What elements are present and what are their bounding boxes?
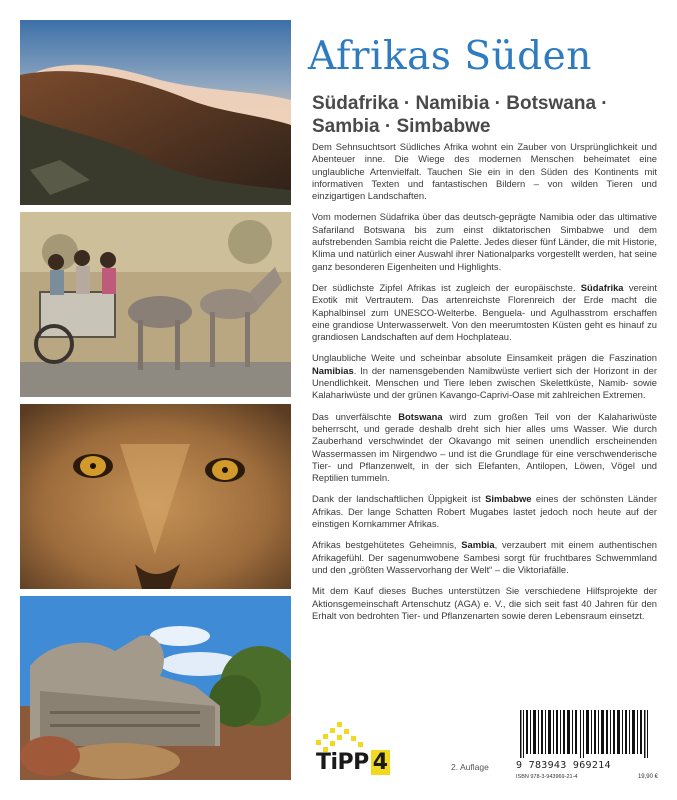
- blurb-paragraph: Dank der landschaftlichen Üppigkeit ist Simbabwe eines der schönsten Länder Afrikas. Der lange Schatten Robert Mugabes lastet jedoch noch heute auf der einstigen Kornkammer Afrikas.: [312, 493, 658, 530]
- blurb-paragraph: Vom modernen Südafrika über das deutsch-geprägte Namibia oder das ultimative Safariland Botswana bis zum einst diktatorischen Simbabwe und dem aufstrebenden Sambia reicht die Palette. Jedes dieser fünf Länder, die mit Historie, Klima und natürlich einer Auswahl ihrer Nationalparks vorgestellt werden, hat seine ganz besonderen Eigenheiten und Highlights.: [312, 211, 657, 272]
- table-mountain-cloud-photo: [20, 20, 291, 205]
- publisher-logo: [314, 720, 424, 780]
- blurb-paragraph: Afrikas bestgehütetes Geheimnis, Sambia, verzaubert mit einem authentischen Afrikagefühl. Der sagenumwobene Sambesi sorgt für fruchtbares Schwemmland und den „größten Wasservorhang der Welt“ – die Viktoriafälle.: [312, 539, 657, 575]
- country-name: Sambia: [461, 539, 495, 551]
- country-name: Namibias: [312, 364, 354, 376]
- country-name: Botswana: [398, 410, 443, 422]
- donkey-cart-photo: [20, 212, 291, 397]
- subtitle-line: Sambia · Simbabwe: [312, 116, 491, 137]
- blurb-paragraph: Der südlichste Zipfel Afrikas ist zugleich der europäischste. Südafrika vereint Exotik mit Vertrautem. Das artenreichste Florenreich der Erde macht die Kaphalbinsel zum UNESCO-Welterbe. Benguela- und Agulhasstrom erschaffen eine grandiose Unterwasserwelt. Von den meerumtosten Küsten geht es hinauf zu grandiosen Landschaften auf dem Hochplateau.: [312, 281, 657, 343]
- price-label: 19,90 €: [637, 774, 658, 780]
- isbn-number: ISBN 978-3-943969-21-4: [516, 774, 578, 780]
- edition-label: 2. Auflage: [451, 762, 489, 772]
- country-name: Südafrika: [580, 281, 624, 293]
- ean-number: 9 783943 969214: [516, 760, 611, 771]
- subtitle-line: Südafrika · Namibia · Botswana ·: [312, 93, 608, 114]
- blurb-paragraph: Unglaubliche Weite und scheinbar absolute Einsamkeit prägen die Faszination Namibias. In der namensgebenden Namibwüste verliert sich der Horizont in der Unendlichkeit. Menschen und Tiere leben zwischen Skelettküste, Namib- sowie Kalahariwüste und der grünen Kavango-Caprivi-Oase mit zahlreichen Extremen.: [312, 352, 657, 401]
- book-title: Afrikas Süden: [308, 34, 592, 79]
- blurb-paragraph: Das unverfälschte Botswana wird zum großen Teil von der Kalahariwüste beherrscht, und gerade deshalb dreht sich hier alles ums Wasser. Wie durch Zauberhand verschwindet der Okavango mit seinen unendlich erscheinenden Wassermassen im Nirgendwo – und ist die Grundlage für eine verschwenderische Tier- und Pflanzenwelt, in der sich Elefanten, Antilopen, Löwen, Vögel und Reptilien tummeln.: [312, 410, 657, 484]
- blurb-paragraph: Mit dem Kauf dieses Buches unterstützen Sie verschiedene Hilfsprojekte der Aktionsgemeinschaft Artenschutz (AGA) e. V., die sich seit fast 40 Jahren für den Erhalt von bedrohten Tier- und Pflanzenarten sowie deren Lebensraum einsetzt.: [312, 585, 657, 621]
- country-name: Simbabwe: [485, 493, 532, 505]
- blurb-text: [312, 141, 657, 631]
- barcode: [514, 710, 662, 784]
- book-subtitle: [312, 92, 642, 138]
- publisher-name: TiPP 4: [316, 750, 388, 775]
- stone-ruins-photo: [20, 596, 291, 780]
- lion-face-photo: [20, 404, 291, 589]
- blurb-paragraph: Dem Sehnsuchtsort Südliches Afrika wohnt ein Zauber von Ursprünglichkeit und Abenteuer inne. Die Wiege des modernen Menschen beheimatet eine unglaubliche Artenvielfalt. Tauchen Sie ein in den Süden des Kontinents mit informativen Texten und fantastischen Bildern – von wilden Tieren und einzigartigen Landschaften.: [312, 141, 657, 202]
- barcode-icon: [514, 710, 662, 758]
